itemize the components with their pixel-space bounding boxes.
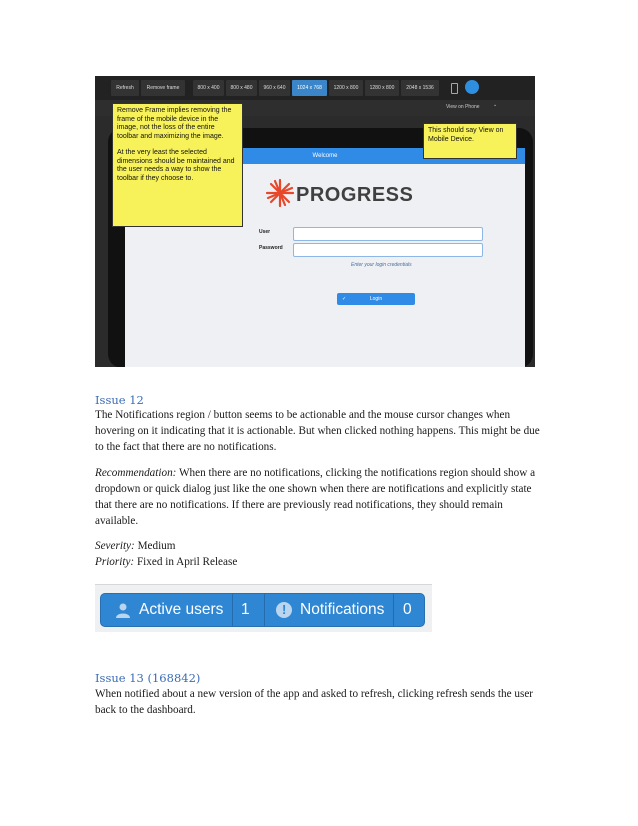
- recommendation-text: When there are no notifications, clicking the notifications region should show a dropdown or quick dialog just like the one shown when there are notifications and explicitly state that there are no notifications. If there are previously read notifications, they should remain available.: [95, 467, 536, 527]
- progress-star-icon: [265, 178, 295, 208]
- user-label: User: [259, 229, 271, 235]
- priority-value: Fixed in April Release: [134, 556, 238, 568]
- user-input[interactable]: [293, 227, 483, 241]
- issue-13-body: When notified about a new version of the app and asked to refresh, clicking refresh sends the user back to the dashboard.: [95, 688, 534, 716]
- check-icon: ✓: [342, 296, 347, 302]
- divider: [393, 594, 394, 626]
- annotation-view-on: [423, 123, 517, 159]
- annotation-text: Remove Frame implies removing the frame of the mobile device in the image, not the loss of the entire toolbar and maximizing the image.: [117, 107, 232, 140]
- size-button[interactable]: 2048 x 1536: [401, 80, 439, 96]
- annotation-remove-frame: [112, 103, 243, 227]
- annotation-text: At the very least the selected dimensions should be maintained and the user needs a way to show the toolbar if they choose to.: [117, 149, 235, 182]
- active-users-label[interactable]: Active users: [139, 601, 224, 618]
- preview-toolbar: [95, 76, 535, 100]
- size-button[interactable]: 960 x 640: [259, 80, 290, 96]
- severity-label: Severity:: [95, 540, 135, 552]
- annotation-text: This should say View on Mobile Device.: [428, 127, 504, 143]
- login-label: Login: [369, 296, 383, 302]
- alert-icon[interactable]: !: [276, 602, 292, 618]
- user-icon: [115, 602, 131, 618]
- status-bar: [100, 593, 425, 627]
- chevron-down-icon[interactable]: ⌄: [493, 102, 498, 108]
- remove-frame-button[interactable]: Remove frame: [141, 80, 185, 96]
- divider: [232, 594, 233, 626]
- login-hint: Enter your login credentials: [351, 262, 412, 268]
- size-button[interactable]: 1200 x 800: [329, 80, 363, 96]
- severity-value: Medium: [134, 540, 176, 552]
- size-button[interactable]: 800 x 480: [226, 80, 257, 96]
- issue-13-heading: Issue 13 (168842): [95, 671, 201, 685]
- notifications-button[interactable]: Notifications: [300, 601, 385, 618]
- issue-12-recommendation: [95, 465, 545, 529]
- notification-bar-figure: [95, 584, 432, 632]
- ui-screenshot: [95, 76, 535, 367]
- severity-line: [95, 538, 545, 554]
- size-button[interactable]: 800 x 400: [193, 80, 224, 96]
- priority-line: [95, 554, 545, 570]
- password-input[interactable]: [293, 243, 483, 257]
- priority-label: Priority:: [95, 556, 135, 568]
- issue-12-heading: Issue 12: [95, 393, 144, 407]
- login-button[interactable]: [337, 293, 415, 305]
- recommendation-label: Recommendation:: [95, 467, 177, 479]
- welcome-header: Welcome: [125, 148, 525, 164]
- active-users-count[interactable]: 1: [241, 601, 250, 618]
- divider: [264, 594, 265, 626]
- size-button-selected[interactable]: 1024 x 768: [292, 80, 327, 96]
- notifications-count[interactable]: 0: [403, 601, 412, 618]
- view-on-dropdown[interactable]: View on Phone: [446, 104, 480, 110]
- globe-icon[interactable]: [465, 80, 479, 94]
- size-button[interactable]: 1280 x 800: [365, 80, 399, 96]
- progress-logo: PROGRESS: [296, 184, 414, 206]
- phone-icon[interactable]: [451, 83, 458, 94]
- password-label: Password: [259, 245, 283, 251]
- refresh-button[interactable]: Refresh: [111, 80, 139, 96]
- issue-12-body: The Notifications region / button seems to be actionable and the mouse cursor changes when hovering on it indicating that it is actionable. But when clicked nothing happens. This might be due to the fact that there are no notifications.: [95, 409, 540, 453]
